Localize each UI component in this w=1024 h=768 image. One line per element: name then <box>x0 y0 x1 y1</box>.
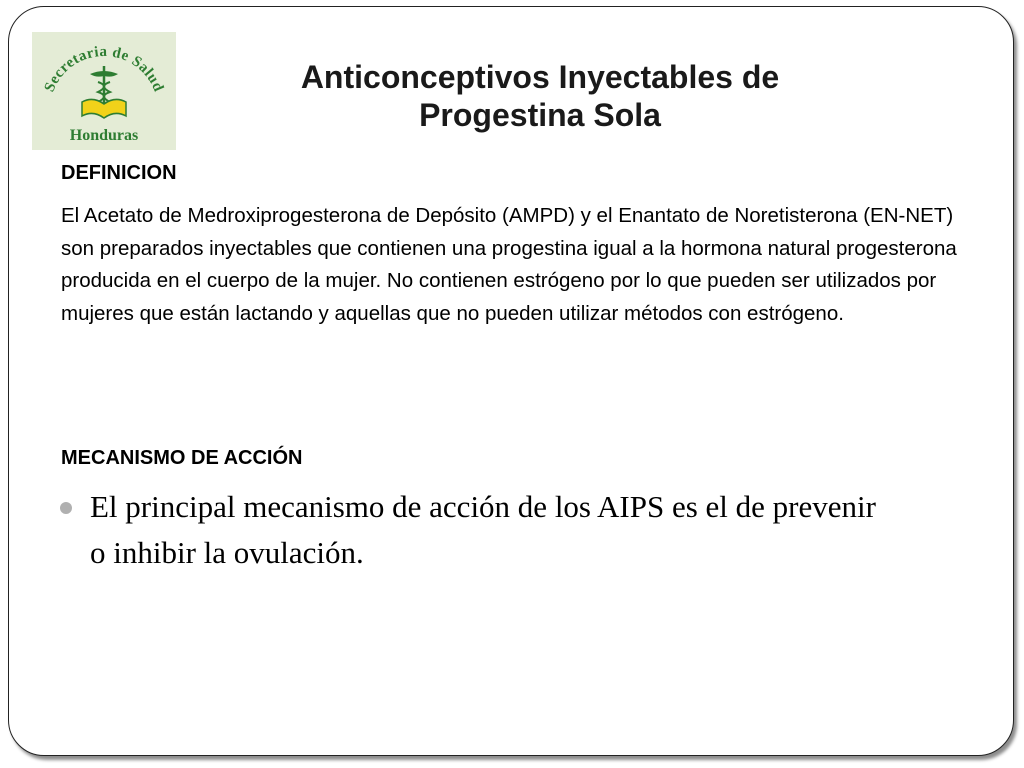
heading-mecanismo: MECANISMO DE ACCIÓN <box>61 447 303 469</box>
definition-paragraph: El Acetato de Medroxiprogesterona de Depósito (AMPD) y el Enantato de Noretisterona (EN-NET) son preparados inyectables que contienen una progestina igual a la hormona natural progesterona producida en el cuerpo de la mujer. No contienen estrógeno por lo que pueden ser utilizados por mujeres que están lactando y aquellas que no pueden utilizar métodos con estrógeno. <box>61 204 957 325</box>
logo-country-text: Honduras <box>69 127 139 144</box>
bullet-text: El principal mecanismo de acción de los AIPS es el de prevenir o inhibir la ovulación. <box>90 489 876 570</box>
heading-definicion: DEFINICION <box>61 162 177 184</box>
secretaria-de-salud-logo <box>32 32 176 150</box>
bullet-item <box>60 484 960 576</box>
slide-title: Anticonceptivos Inyectables de Progestina Sola <box>300 59 780 133</box>
logo-seal-icon <box>32 32 176 150</box>
bullet-dot-icon <box>60 502 72 514</box>
logo-arc-text: Secretaria de Salud <box>41 43 167 95</box>
